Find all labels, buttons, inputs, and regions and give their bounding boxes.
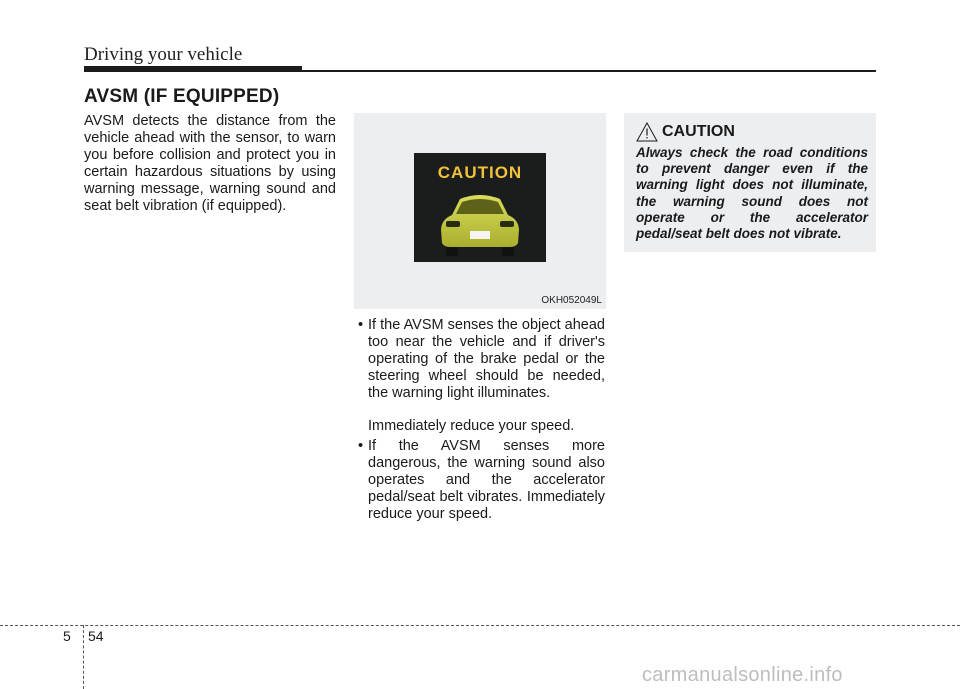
header-rule-thick (84, 66, 302, 72)
page-number: 54 (88, 628, 104, 644)
footer-divider (83, 625, 84, 689)
footer-rule (0, 625, 960, 626)
watermark: carmanualsonline.info (642, 664, 843, 686)
figure-code: OKH052049L (541, 295, 602, 306)
car-rear-icon (438, 191, 522, 257)
bullet-text: If the AVSM senses more dangerous, the warning sound also operates and the accelerator pedal/seat belt vibrates. Immediately reduce your speed. (368, 438, 605, 523)
warning-triangle-icon (636, 122, 658, 142)
section-header: Driving your vehicle (84, 44, 243, 65)
cluster-screen (414, 153, 546, 262)
header-rule-thin (302, 70, 876, 72)
bullet-dot: • (358, 317, 364, 333)
bullet-item (354, 317, 605, 402)
caution-text: Always check the road conditions to prevent danger even if the warning light does not illuminate, the warning sound does not operate or the accelerator pedal/seat belt does not vibrate. (636, 145, 868, 242)
bullet-subtext: Immediately reduce your speed. (368, 418, 575, 434)
figure-warning-display (354, 113, 606, 309)
bullet-text: If the AVSM senses the object ahead too near the vehicle and if driver's operating of the brake pedal or the steering wheel should be needed, the warning light illuminates. (368, 317, 605, 402)
page-chapter: 5 (63, 628, 71, 644)
intro-paragraph: AVSM detects the distance from the vehicle ahead with the sensor, to warn you before collision and protect you in certain hazardous situations by using warning message, warning sound and seat belt vibration (if equipped). (84, 113, 336, 215)
bullet-item (354, 438, 605, 523)
bullet-dot: • (358, 438, 364, 454)
caution-box (624, 113, 876, 252)
caution-title: CAUTION (662, 123, 735, 140)
screen-caution-text: CAUTION (437, 163, 523, 182)
section-title: AVSM (IF EQUIPPED) (84, 86, 280, 107)
